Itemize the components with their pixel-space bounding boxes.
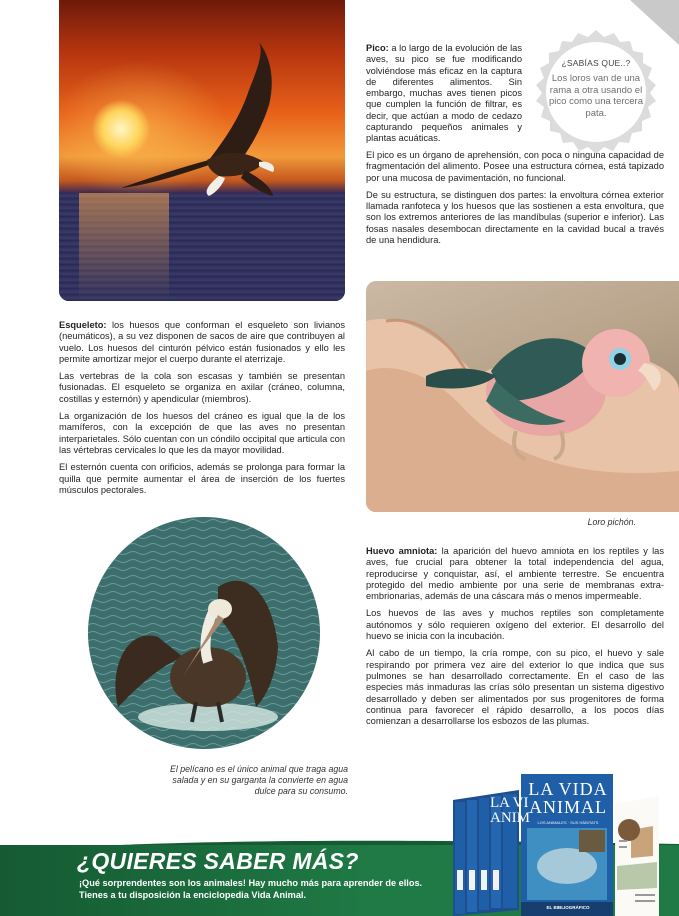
pico-text-narrow <box>366 43 522 151</box>
book-publisher: EL BIBLIOGRÁFICO <box>546 905 590 910</box>
esqueleto-heading: Esqueleto: <box>59 320 107 330</box>
esqueleto-paragraph-2: Las vertebras de la cola son escasas y también se presentan fusionadas. El esqueleto se organiza en axilar (cráneo, columna, costillas y esternón) y apendicular (miembros). <box>59 371 345 404</box>
pelican-illustration <box>88 517 320 749</box>
pico-paragraph-3: De su estructura, se distinguen dos partes: la envoltura córnea exterior llamada ranfoteca y los huesos que las sostienen a esta envoltura, que son los extremos anteriores de las mandíbulas (superior e inferior). Las fosas nasales desembocan directamente en la cavidad bucal a través de una hendidura. <box>366 189 664 246</box>
badge-title: ¿SABÍAS QUE..? <box>561 58 631 68</box>
chick-caption: Loro pichón. <box>587 517 636 527</box>
promo-title: ¿QUIERES SABER MÁS? <box>77 848 359 874</box>
esqueleto-section <box>59 320 345 502</box>
pico-paragraph-1: a lo largo de la evolución de las aves, su pico se fue modificando volviéndose más eficaz en la captura de diferentes alimentos. Sin embargo, muchas aves tienen picos que cumplen la función de filtrar, es decir, que actúan a modo de cedazo capturando pequeños animales y plantas acuáticas. <box>366 43 522 144</box>
promo-line-2: Tienes a tu disposición la enciclopedia Vida Animal. <box>79 890 307 900</box>
badge-content <box>548 58 644 119</box>
book-spine-title: LA VI ANIM <box>490 795 530 826</box>
pico-paragraph-2: El pico es un órgano de aprehensión, con poca o ninguna capacidad de fragmentación del alimento. Posee una estructura córnea, está tapizado por una mucosa de pavimentación, no funcional. <box>366 150 664 183</box>
huevo-heading: Huevo amniota: <box>366 546 438 556</box>
promo-line-1: ¡Qué sorprendentes son los animales! Hay mucho más para aprender de ellos. <box>79 878 423 888</box>
parrot-chick-photo <box>366 281 679 512</box>
badge-body: Los loros van de una rama a otra usando el pico como una tercera pata. <box>549 73 643 119</box>
book-subtitle: LOS ANIMALES · SUS HÁBITATS <box>537 820 599 825</box>
pico-text-wide <box>366 150 664 252</box>
esqueleto-paragraph-3: La organización de los huesos del cráneo es igual que la de los mamíferos, con la excepción de que las aves no presentan interparietales. Sólo cuentan con un cóndilo occipital que articula con las vértebras cervicales lo que les da mayor movilidad. <box>59 411 345 455</box>
eagle-silhouette <box>59 0 345 301</box>
huevo-paragraph-2: Los huevos de las aves y muchos reptiles son completamente autónomos y sólo requieren oxígeno del exterior. El desarrollo del huevo se inicia con la incubación. <box>366 608 664 642</box>
chick-illustration <box>366 281 679 512</box>
pelican-caption: El pelícano es el único animal que traga agua salada y en su garganta la convierte en agua dulce para su consumo. <box>170 764 349 796</box>
book-title-line-2: ANIMAL <box>529 797 607 817</box>
pico-heading: Pico: <box>366 43 389 53</box>
esqueleto-paragraph-4: El esternón cuenta con orificios, además se prolonga para formar la quilla que permite aumentar el área de inserción de los fuertes músculos pectorales. <box>59 462 345 495</box>
book-title-line-1: LA VIDA <box>528 779 608 799</box>
sunset-eagle-photo <box>59 0 345 301</box>
esqueleto-paragraph-1: los huesos que conforman el esqueleto son livianos (neumáticos), a su vez disponen de sacos de aire que contribuyen al vuelo. Los huesos del cinturón pélvico están fusionados y ello les permite amortizar mejor el cuerpo durante el aterrizaje. <box>59 320 345 364</box>
huevo-paragraph-1: la aparición del huevo amniota en los reptiles y las aves, fue crucial para obtener la total independencia del agua, reproducirse y conquistar, así, el ambiente terrestre. Se encuentra protegido del medio ambiente por una serie de membranas extra-embrionarias, además de una cáscara más o menos impermeable. <box>366 546 664 602</box>
huevo-section <box>366 546 664 733</box>
huevo-paragraph-3: Al cabo de un tiempo, la cría rompe, con su pico, el huevo y sale respirando por primera vez aire del exterior lo que indica que sus pulmones se han desarrollado correctamente. En el caso de las especies más inmaduras las crías sólo presentan un sistema digestivo desarrollado y deben ser alimentados por sus progenitores de forma continua para favorecer el rápido desarrollo, a los pocos días comienzan a desarrollarse los esbozos de las plumas. <box>366 648 664 727</box>
pelican-photo <box>88 517 320 749</box>
